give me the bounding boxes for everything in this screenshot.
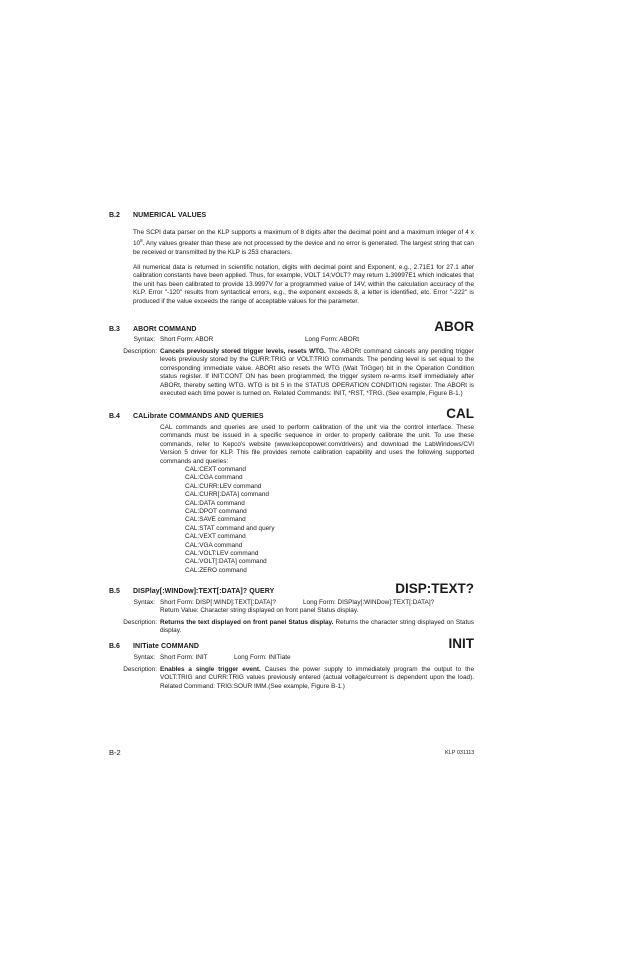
command-heading: DISP:TEXT?: [395, 581, 474, 596]
short-form: Short Form: DISP[:WIND]:TEXT[:DATA]?: [160, 599, 276, 606]
section-title: NUMERICAL VALUES: [133, 212, 207, 219]
return-value: Return Value: Character string displayed on front panel Status display.: [160, 607, 359, 614]
list-item: CAL:CURR[:DATA] command: [185, 491, 269, 499]
paragraph: All numerical data is returned in scientific notation, digits with decimal point and Exponent, e.g., 2.71E1 for 27.1 after calibration constants have been applied. Thus, for example, VOLT 14;VOLT? may return 1.39997E1 which indicates that the unit has been calibrated to provide 13.9997V for a programmed value of 14V, within the calculation accuracy of the KLP. Error "-120" results from syntactical errors, e.g., the exponent exceeds 8, a letter is identified, etc. Error "-222" is produced if the value exceeds the range of acceptable values for the parameter.: [133, 264, 474, 305]
syntax-label: Syntax:: [133, 654, 155, 661]
command-heading: CAL: [446, 406, 474, 421]
section-title: ABORt COMMAND: [133, 326, 197, 333]
long-form: Long Form: ABORt: [305, 336, 359, 343]
list-item: CAL:VGA command: [185, 541, 243, 549]
list-item: CAL:STAT command and query: [185, 524, 275, 532]
list-item: CAL:CGA command: [185, 474, 243, 482]
paragraph: CAL commands and queries are used to perform calibration of the unit via the control interface. These commands must be issued in a specific sequence in order to properly calibrate the unit. To use these commands, refer to Kepco's website (www.kepcopower.com/drivers) and download the LabWindows/CVI Version 5 driver for KLP. This file provides remote calibration capability and uses the following supported commands and queries:: [160, 424, 474, 465]
paragraph: The SCPI data parser on the KLP supports a maximum of 8 digits after the decimal point and a maximum integer of 4 x $10^8$. Any values greater than these are not processed by the device and no error is generated. The largest string that can be received or transmitted by the KLP is 253 characters.: [133, 229, 474, 256]
description: Returns the text displayed on front panel Status display. Returns the character string displayed on Status display.: [160, 619, 474, 635]
section-title: DISPlay[:WINDow]:TEXT[:DATA]? QUERY: [133, 588, 275, 595]
list-item: CAL:VOLT[:DATA] command: [185, 558, 267, 566]
description-label: Description:: [123, 666, 157, 673]
section-number: B.4: [109, 413, 120, 420]
description-label: Description:: [123, 348, 157, 355]
section-title: CALibrate COMMANDS AND QUERIES: [133, 413, 264, 420]
section-number: B.5: [109, 588, 120, 595]
syntax-label: Syntax:: [133, 336, 155, 343]
long-form: Long Form: DISPlay[:WINDow]:TEXT[:DATA]?: [303, 599, 435, 606]
list-item: CAL:VOLT:LEV command: [185, 550, 259, 558]
description: Enables a single trigger event. Causes the power supply to immediately program the output to the VOLT:TRIG and CURR:TRIG values previously entered (actual voltage/current is dependent upon the load). Related Command: TRIG:SOUR IMM.(See example, Figure B-1.): [160, 666, 475, 690]
list-item: CAL:CURR:LEV command: [185, 482, 262, 490]
section-title: INITiate COMMAND: [133, 643, 200, 650]
description-label: Description:: [123, 619, 157, 626]
list-item: CAL:CEXT command: [185, 466, 246, 473]
section-number: B.2: [109, 212, 120, 219]
page-number: B-2: [109, 748, 121, 757]
list-item: CAL:DPOT command: [185, 508, 247, 516]
section-number: B.3: [109, 326, 120, 333]
command-heading: ABOR: [434, 319, 474, 334]
list-item: CAL:SAVE command: [185, 516, 246, 524]
command-heading: INIT: [448, 636, 474, 651]
command-list: [185, 466, 275, 575]
description: Cancels previously stored trigger levels, resets WTG. The ABORt command cancels any pending trigger levels previously stored by the CURR:TRIG or VOLT:TRIG commands. The pending level is set equal to the corresponding immediate value. ABORt also resets the WTG (Wait TriGger) bit in the Operation Condition status register. If INIT:CONT ON has been programmed, the trigger system re-arms itself immediately after ABORt, thereby setting WTG. WTG is bit 5 in the STATUS OPERATION CONDITION register. The ABORt is executed each time power is turned on. Related Commands: INIT, *RST, *TRG. (See example, Figure B-1.): [160, 348, 474, 398]
list-item: CAL:VEXT command: [185, 533, 246, 541]
list-item: CAL:DATA command: [185, 499, 245, 507]
list-item: CAL:ZERO command: [185, 566, 247, 574]
document-id: KLP 031113: [445, 750, 475, 756]
long-form: Long Form: INITiate: [234, 654, 291, 661]
syntax-label: Syntax:: [133, 599, 155, 606]
short-form: Short Form: ABOR: [160, 336, 214, 343]
short-form: Short Form: INIT: [160, 654, 208, 661]
section-number: B.6: [109, 643, 120, 650]
